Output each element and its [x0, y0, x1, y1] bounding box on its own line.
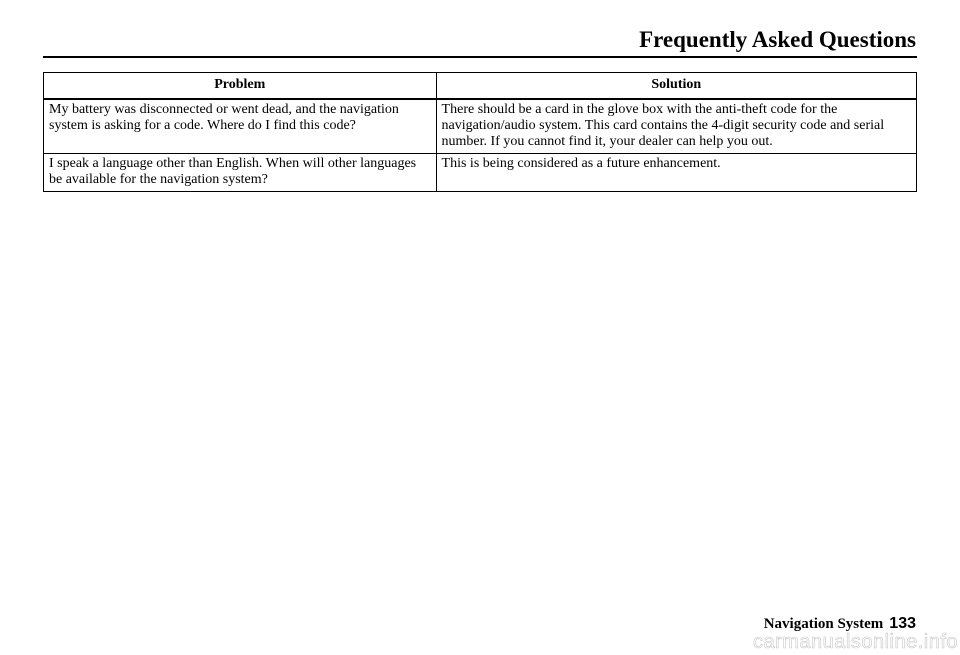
table-row — [44, 99, 917, 154]
solution-cell: There should be a card in the glove box with the anti-theft code for the navigation/audio system. This card contains the 4-digit security code and serial number. If you cannot find it, your dealer can help you out. — [436, 99, 916, 154]
watermark: carmanualsonline.info — [752, 631, 958, 653]
table-row — [44, 154, 917, 192]
problem-cell: I speak a language other than English. When will other languages be available for the navigation system? — [44, 154, 437, 192]
page-number: 133 — [889, 615, 916, 632]
problem-cell: My battery was disconnected or went dead, and the navigation system is asking for a code. Where do I find this code? — [44, 99, 437, 154]
faq-table — [43, 72, 917, 192]
page-title: Frequently Asked Questions — [639, 27, 916, 52]
footer-section-label: Navigation System — [763, 616, 884, 632]
table-header-row — [44, 73, 917, 100]
column-header-problem: Problem — [44, 73, 437, 100]
title-divider — [43, 56, 917, 58]
column-header-solution: Solution — [436, 73, 916, 100]
solution-cell: This is being considered as a future enhancement. — [436, 154, 916, 192]
